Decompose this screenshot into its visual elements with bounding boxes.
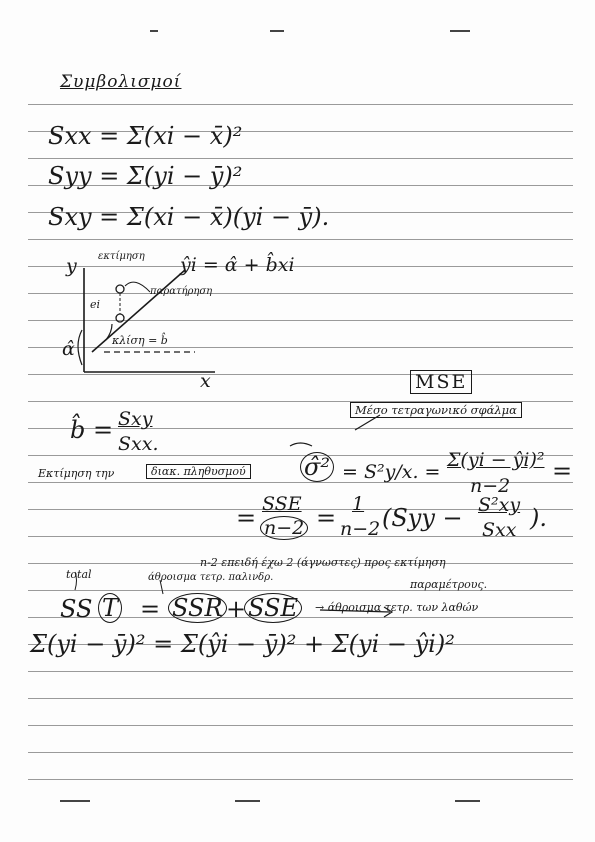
total-note: total	[66, 568, 92, 581]
graph-estimate-note: εκτίμηση	[98, 251, 145, 262]
variance-frac4-num: S²xy	[478, 494, 521, 516]
sst-t-circled: T	[98, 593, 122, 623]
variance-frac3-den: n−2	[340, 518, 381, 540]
ss-equals: =	[140, 595, 161, 623]
graph-intercept-label: α̂	[62, 338, 75, 360]
sigma-hat-squared: σ̂²	[300, 452, 334, 482]
variance-boxed-term: διακ. πληθυσμού	[146, 464, 251, 479]
b-hat-denominator: Sxx.	[118, 433, 159, 455]
graph-fitted-equation: ŷi = α̂ + b̂xi	[180, 254, 295, 276]
sst-prefix: SS	[60, 595, 93, 623]
variance-paren-open: (Syy −	[382, 504, 463, 532]
ss-plus: +	[226, 595, 247, 623]
variance-eq1: = S²y/x. =	[342, 461, 441, 483]
variance-one: 1	[352, 493, 365, 515]
b-hat-lhs: b̂ =	[70, 416, 114, 444]
mse-meaning: Μέσο τετραγωνικό σφάλμα	[350, 402, 522, 418]
sxy-formula: Sxy = Σ(xi − x̄)(yi − ȳ).	[48, 203, 330, 231]
sse-circled: SSE	[244, 593, 302, 623]
note-n-minus-2: n-2 επειδή έχω 2 (άγνωστες) προς εκτίμηση	[200, 556, 446, 569]
ss-decomposition: Σ(yi − ȳ)² = Σ(ŷi − ȳ)² + Σ(yi − ŷi)²	[30, 630, 455, 658]
graph-observation-note: παρατήρηση	[150, 286, 213, 297]
variance-frac1-den: n−2	[470, 475, 511, 497]
graph-residual-label: ei	[90, 298, 101, 311]
ssr-circled: SSR	[168, 593, 227, 623]
mse-box: MSE	[410, 370, 472, 394]
syy-formula: Syy = Σ(yi − ȳ)²	[48, 162, 243, 190]
page-heading: Συμβολισμοί	[60, 72, 182, 92]
variance-eq-end: =	[552, 457, 573, 485]
graph-y-axis-label: y	[66, 255, 77, 277]
variance-n2-circled: n−2	[260, 516, 308, 540]
variance-sse-num: SSE	[262, 493, 302, 515]
b-hat-numerator: Sxy	[118, 408, 153, 430]
graph-x-axis-label: x	[200, 370, 211, 392]
variance-frac4-den: Sxx	[482, 519, 517, 541]
graph-slope-label: κλίση = b̂	[112, 334, 168, 347]
note-parameters: παραμέτρους.	[410, 578, 488, 591]
variance-paren-close: ).	[530, 504, 547, 532]
variance-eq2: =	[236, 504, 257, 532]
sxx-formula: Sxx = Σ(xi − x̄)²	[48, 122, 243, 150]
variance-eq3: =	[316, 504, 337, 532]
variance-frac1-num: Σ(yi − ŷi)²	[447, 449, 545, 471]
regression-ss-note: άθροισμα τετρ. παλινδρ.	[148, 572, 274, 583]
variance-lead: Εκτίμηση την	[38, 467, 115, 480]
sse-arrow-note: → άθροισμα τετρ. των λαθών	[315, 601, 479, 614]
